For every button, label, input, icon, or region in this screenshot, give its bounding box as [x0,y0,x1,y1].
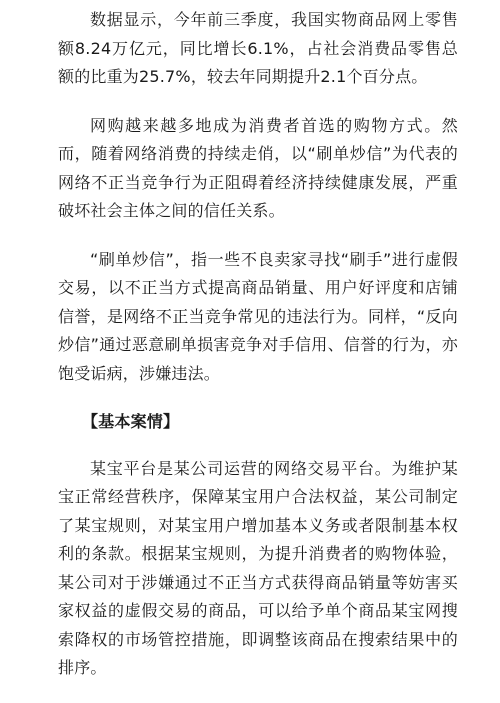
paragraph-case-facts: 某宝平台是某公司运营的网络交易平台。为维护某宝正常经营秩序，保障某宝用户合法权益，某公司制定了某宝规则，对某宝用户增加基本义务或者限制基本权利的条款。根据某宝规则，为提升消费者的购物体验，某公司对于涉嫌通过不正当方式获得商品销量等妨害买家权益的虚假交易的商品，可以给予单个商品某宝网搜索降权的市场管控措施，即调整该商品在搜索结果中的排序。 [58,458,458,677]
section-heading: 【基本案情】 [82,412,180,431]
paragraph-online-shopping: 网购越来越多地成为消费者首选的购物方式。然而，随着网络消费的持续走俏，以“刷单炒信”为代表的网络不正当竞争行为正阻碍着经济持续健康发展，严重破坏社会主体之间的信任关系。 [58,115,458,220]
paragraph-statistics: 数据显示，今年前三季度，我国实物商品网上零售额8.24万亿元，同比增长6.1%，占社会消费品零售总额的比重为25.7%，较去年同期提升2.1个百分点。 [58,10,458,86]
paragraph-fake-orders: “刷单炒信”，指一些不良卖家寻找“刷手”进行虚假交易，以不正当方式提高商品销量、用户好评度和店铺信誉，是网络不正当竞争常见的违法行为。同样，“反向炒信”通过恶意刷单损害竞争对手信用、信誉的行为，亦饱受诟病，涉嫌违法。 [58,249,458,383]
article-body [58,6,458,703]
